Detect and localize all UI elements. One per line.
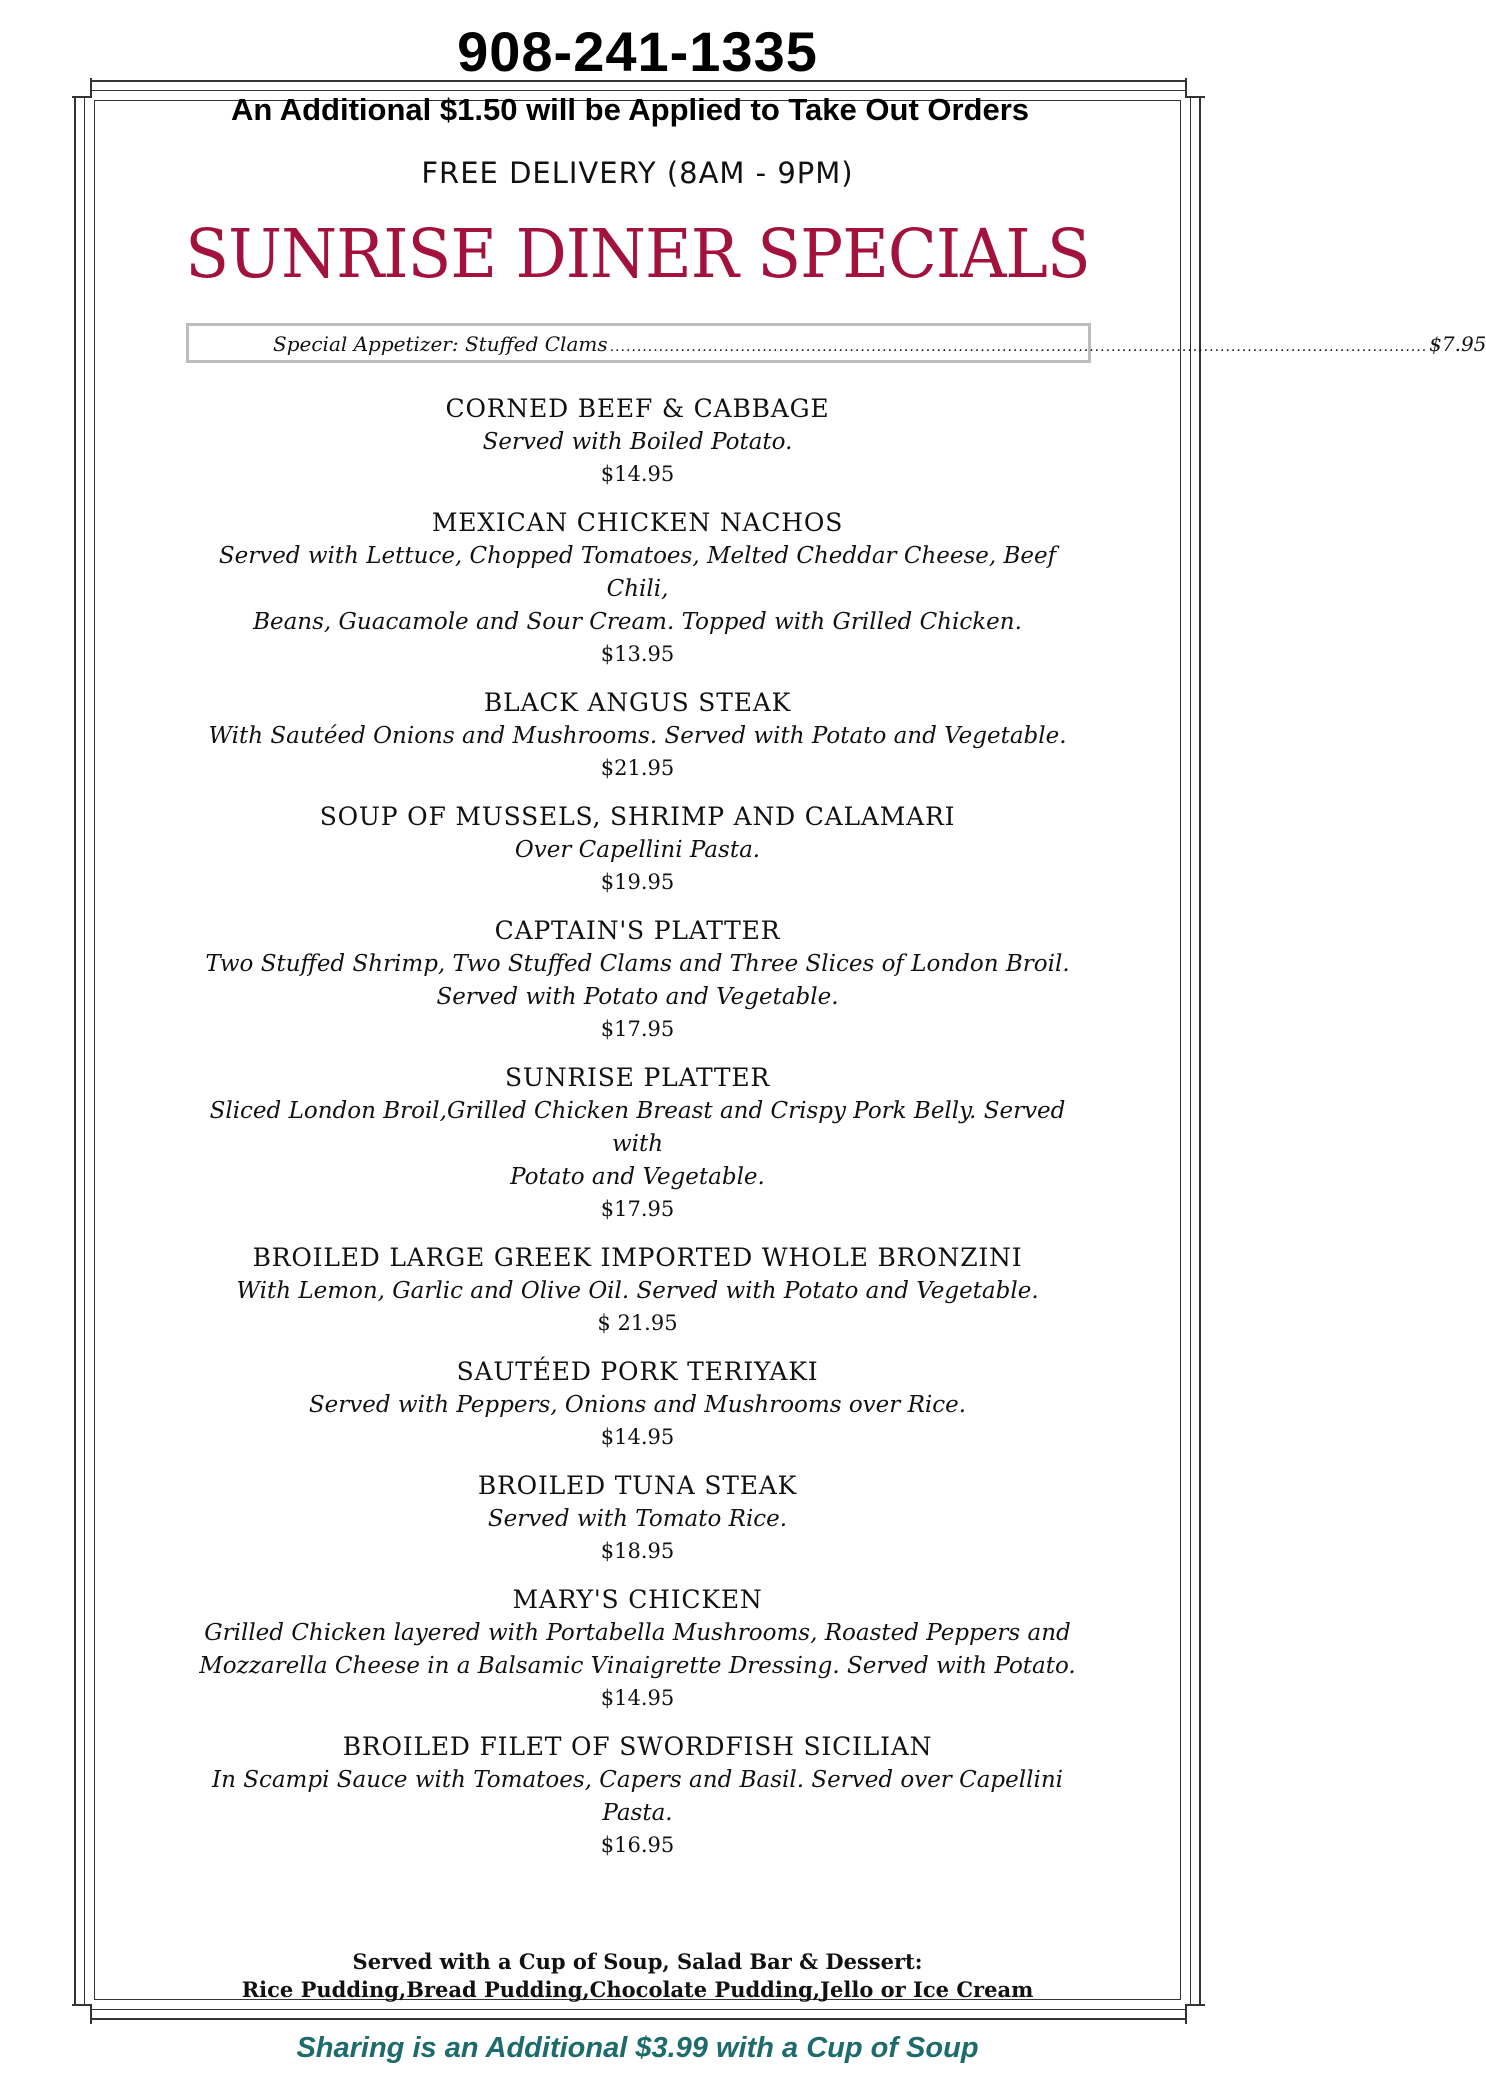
menu-item-price: $17.95: [600, 1017, 675, 1041]
menu-item-description: Beans, Guacamole and Sour Cream. Topped with Grilled Chicken.: [253, 609, 1022, 635]
menu-item-description: Served with Peppers, Onions and Mushrooms over Rice.: [308, 1392, 967, 1418]
menu-item-name: BROILED TUNA STEAK: [477, 1471, 798, 1500]
menu-item-name: MEXICAN CHICKEN NACHOS: [431, 508, 844, 537]
free-delivery-note: FREE DELIVERY (8AM - 9PM): [421, 156, 854, 190]
menu-item-description: Sliced London Broil,Grilled Chicken Breast and Crispy Pork Belly. Served with: [209, 1098, 1066, 1157]
leader-dots: ......................................................................................................................................................: [609, 339, 1428, 355]
menu-item-name: CORNED BEEF & CABBAGE: [445, 394, 830, 423]
menu-item-description: Served with Lettuce, Chopped Tomatoes, Melted Cheddar Cheese, Beef Chili,: [218, 543, 1057, 602]
menu-item-price: $19.95: [600, 870, 675, 894]
menu-item-name: BLACK ANGUS STEAK: [483, 688, 792, 717]
menu-item: [150, 506, 1125, 670]
included-sides-note: [0, 1948, 1275, 2004]
menu-item-price: $16.95: [600, 1833, 675, 1857]
menu-item: [150, 1730, 1125, 1861]
menu-item-name: SAUTÉED PORK TERIYAKI: [456, 1357, 819, 1386]
menu-item-name: BROILED FILET OF SWORDFISH SICILIAN: [342, 1732, 933, 1761]
menu-item-price: $18.95: [600, 1539, 675, 1563]
menu-item-name: CAPTAIN'S PLATTER: [494, 916, 781, 945]
sharing-charge-note: Sharing is an Additional $3.99 with a Cup of Soup: [296, 2032, 979, 2064]
menu-item-description: With Lemon, Garlic and Olive Oil. Served with Potato and Vegetable.: [236, 1278, 1039, 1304]
menu-item-description: Over Capellini Pasta.: [514, 837, 761, 863]
menu-item-name: MARY'S CHICKEN: [512, 1585, 763, 1614]
menu-item: [150, 1355, 1125, 1453]
menu-item-price: $ 21.95: [597, 1311, 678, 1335]
menu-item: [150, 1469, 1125, 1567]
menu-item-description: Mozzarella Cheese in a Balsamic Vinaigrette Dressing. Served with Potato.: [199, 1653, 1076, 1679]
special-appetizer-line: [273, 331, 1486, 360]
menu-item-description: Served with Tomato Rice.: [487, 1506, 788, 1532]
dessert-options-line: Rice Pudding,Bread Pudding,Chocolate Pudding,Jello or Ice Cream: [241, 1977, 1034, 2002]
menu-item-description: Grilled Chicken layered with Portabella Mushrooms, Roasted Peppers and: [204, 1620, 1071, 1646]
included-sides-line-1: Served with a Cup of Soup, Salad Bar & Dessert:: [352, 1949, 923, 1974]
menu-item-description: Two Stuffed Shrimp, Two Stuffed Clams and Three Slices of London Broil.: [205, 951, 1070, 977]
menu-title: SUNRISE DINER SPECIALS: [185, 216, 1090, 294]
menu-item: [150, 1241, 1125, 1339]
menu-item-name: BROILED LARGE GREEK IMPORTED WHOLE BRONZINI: [252, 1243, 1023, 1272]
phone-number: 908-241-1335: [457, 20, 818, 83]
menu-item-price: $14.95: [600, 462, 675, 486]
menu-item-price: $21.95: [600, 756, 675, 780]
menu-item-description: With Sautéed Onions and Mushrooms. Served with Potato and Vegetable.: [208, 723, 1067, 749]
menu-item: [150, 686, 1125, 784]
menu-item-price: $14.95: [600, 1425, 675, 1449]
special-appetizer-box: [186, 323, 1486, 363]
menu-item-description: Served with Potato and Vegetable.: [436, 984, 839, 1010]
menu-item-description: Potato and Vegetable.: [510, 1164, 765, 1190]
takeout-surcharge-note: An Additional $1.50 will be Applied to Take Out Orders: [230, 92, 1030, 127]
menu-item: [150, 800, 1125, 898]
menu-item-description: Pasta.: [602, 1800, 673, 1826]
menu-item: [150, 392, 1125, 490]
menu-item-description: Served with Boiled Potato.: [482, 429, 793, 455]
frame-corner-top-right: [1185, 78, 1205, 98]
menu-item: [150, 1583, 1125, 1714]
menu-item-price: $14.95: [600, 1686, 675, 1710]
specials-list: [150, 392, 1125, 1877]
menu-item-price: $13.95: [600, 642, 675, 666]
special-appetizer-price: $7.95: [1429, 332, 1486, 356]
frame-corner-bottom-left: [72, 2004, 92, 2024]
menu-item-price: $17.95: [600, 1197, 675, 1221]
menu-item: [150, 914, 1125, 1045]
frame-corner-top-left: [72, 78, 92, 98]
frame-corner-bottom-right: [1185, 2004, 1205, 2024]
menu-item-name: SOUP OF MUSSELS, SHRIMP AND CALAMARI: [319, 802, 956, 831]
special-appetizer-label: Special Appetizer: Stuffed Clams: [273, 332, 608, 356]
menu-item-name: SUNRISE PLATTER: [504, 1063, 771, 1092]
menu-item-description: In Scampi Sauce with Tomatoes, Capers and Basil. Served over Capellini: [211, 1767, 1063, 1793]
menu-item: [150, 1061, 1125, 1225]
